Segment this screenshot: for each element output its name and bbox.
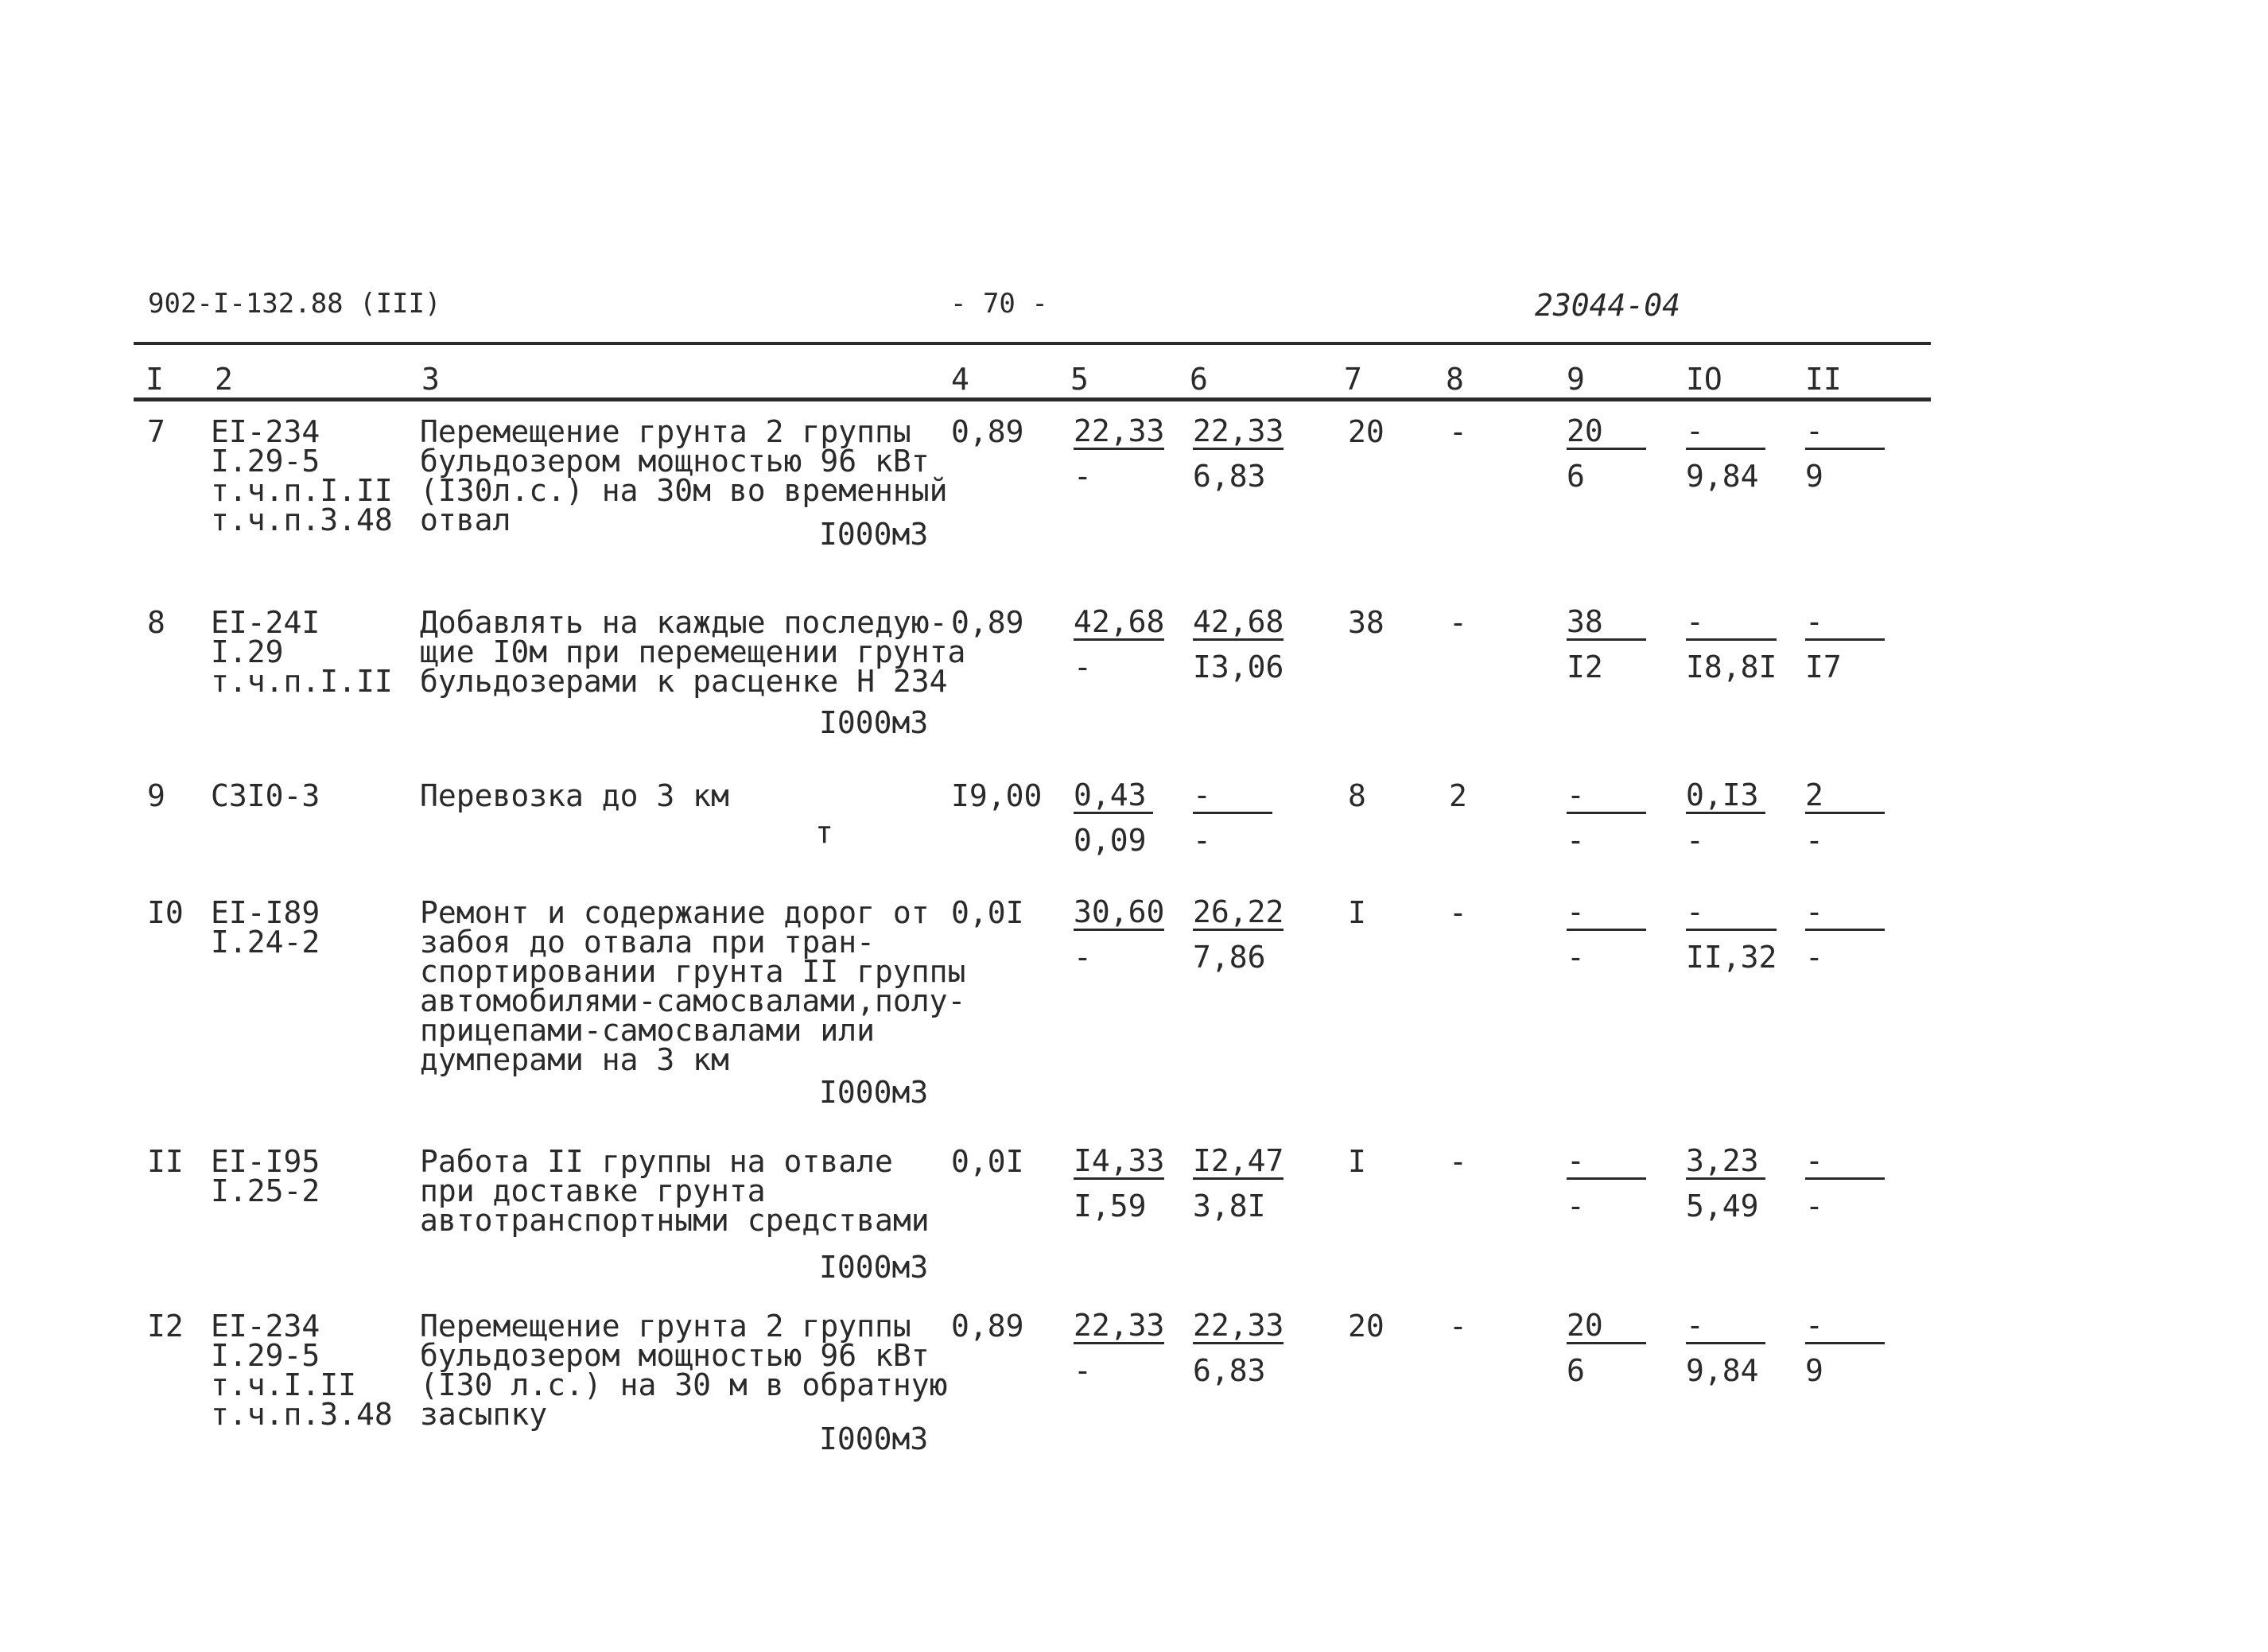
description-line: (I30л.с.) на 30м во временный [420, 473, 948, 508]
quantity: I9,00 [951, 778, 1043, 813]
unit-of-measure: I000м3 [819, 705, 929, 740]
unit-of-measure: т [815, 815, 833, 850]
fraction-numerator: 42,68 [1074, 604, 1165, 639]
page-number: - 70 - [950, 288, 1048, 320]
rate-code-line: I.29-5 [211, 1338, 320, 1373]
fraction-c10 [1686, 605, 1777, 684]
description-line: Перемещение грунта 2 группы [420, 414, 911, 449]
rate-code-line: I.29-5 [211, 444, 320, 479]
rate-code [211, 895, 320, 960]
description-line: бульдозерами к расценке Н 234 [420, 664, 948, 699]
fraction-c9 [1567, 1144, 1646, 1223]
fraction-numerator: - [1567, 1144, 1646, 1180]
rate-code-line: EI-I95 [211, 1144, 320, 1179]
col-9-number: 9 [1567, 362, 1585, 397]
fraction-denominator: 0,09 [1074, 823, 1147, 858]
fraction-numerator: 22,33 [1193, 1308, 1284, 1343]
fraction-denominator: - [1567, 823, 1585, 858]
value-c7: 20 [1348, 1309, 1384, 1344]
fraction-c6 [1193, 605, 1284, 684]
fraction-denominator: 9 [1805, 459, 1823, 494]
description-line: бульдозером мощностью 96 кВт [420, 444, 930, 479]
fraction-c9 [1567, 605, 1646, 684]
fraction-denominator: I,59 [1074, 1189, 1147, 1223]
quantity: 0,89 [951, 414, 1024, 449]
fraction-numerator: - [1686, 414, 1765, 450]
fraction-numerator: - [1686, 605, 1777, 641]
row-number: 8 [147, 605, 165, 640]
fraction-numerator: 22,33 [1074, 413, 1165, 448]
value-c8: 2 [1449, 778, 1467, 813]
fraction-c6 [1193, 1144, 1284, 1223]
col-10-number: IO [1686, 362, 1722, 397]
fraction-denominator: - [1805, 1189, 1823, 1223]
fraction-c9 [1567, 1309, 1646, 1387]
fraction-numerator: - [1805, 1309, 1885, 1344]
fraction-c11 [1805, 778, 1885, 857]
fraction-denominator: 7,86 [1193, 940, 1266, 975]
col-4-number: 4 [951, 362, 969, 397]
value-c7: 20 [1348, 414, 1384, 449]
fraction-denominator: 5,49 [1686, 1189, 1759, 1223]
rate-code-line: EI-234 [211, 414, 320, 449]
value-c8: - [1449, 895, 1467, 930]
fraction-numerator: - [1805, 414, 1885, 450]
fraction-c5 [1074, 1144, 1164, 1223]
fraction-denominator: - [1686, 823, 1704, 858]
description-line: Добавлять на каждые последую- [420, 605, 948, 640]
rate-code-line: EI-24I [211, 605, 320, 640]
fraction-numerator: - [1193, 778, 1272, 814]
col-1-number: I [146, 362, 164, 397]
rate-code-line: т.ч.п.3.48 [211, 1397, 393, 1432]
rate-code [211, 778, 320, 813]
rate-code-line: EI-I89 [211, 895, 320, 930]
row-number: II [147, 1144, 184, 1179]
row-number: 9 [147, 778, 165, 813]
description-line: Ремонт и содержание дорог от [420, 895, 930, 930]
work-description [420, 895, 966, 1077]
fraction-numerator: 0,I3 [1686, 778, 1765, 814]
row-number: I2 [147, 1309, 184, 1344]
work-description [420, 1309, 948, 1432]
fraction-numerator: 38 [1567, 605, 1646, 641]
fraction-c11 [1805, 1144, 1885, 1223]
description-line: автомобилями-самосвалами,полу- [420, 983, 966, 1018]
fraction-numerator: 42,68 [1193, 604, 1284, 639]
fraction-numerator: 0,43 [1074, 778, 1153, 814]
quantity: 0,0I [951, 895, 1024, 930]
value-c8: - [1449, 605, 1467, 640]
description-line: Работа II группы на отвале [420, 1144, 893, 1179]
fraction-numerator: 20 [1567, 414, 1646, 450]
fraction-c6 [1193, 1309, 1284, 1387]
value-c7: 38 [1348, 605, 1384, 640]
description-line: автотранспортными средствами [420, 1203, 930, 1238]
fraction-c6 [1193, 778, 1272, 857]
fraction-numerator: - [1686, 1309, 1765, 1344]
fraction-c10 [1686, 414, 1765, 493]
description-line: при доставке грунта [420, 1173, 766, 1208]
description-line: Перемещение грунта 2 группы [420, 1309, 911, 1344]
fraction-numerator: - [1567, 778, 1646, 814]
fraction-denominator: - [1074, 459, 1092, 494]
fraction-denominator: - [1567, 1189, 1585, 1223]
value-c8: - [1449, 1309, 1467, 1344]
rate-code-line: I.24-2 [211, 925, 320, 960]
fraction-denominator: II,32 [1686, 940, 1777, 975]
fraction-numerator: 20 [1567, 1309, 1646, 1344]
fraction-denominator: 9,84 [1686, 459, 1759, 494]
description-line: отвал [420, 502, 511, 537]
col-3-number: 3 [421, 362, 440, 397]
fraction-c9 [1567, 778, 1646, 857]
quantity: 0,89 [951, 1309, 1024, 1344]
description-line: засыпку [420, 1397, 548, 1432]
unit-of-measure: I000м3 [819, 1075, 929, 1110]
rate-code [211, 414, 393, 537]
fraction-numerator: - [1805, 1144, 1885, 1180]
description-line: Перевозка до 3 км [420, 778, 729, 813]
fraction-numerator: I2,47 [1193, 1143, 1284, 1178]
fraction-denominator: 6,83 [1193, 459, 1266, 494]
fraction-c10 [1686, 778, 1765, 857]
fraction-denominator: I2 [1567, 650, 1603, 684]
quantity: 0,89 [951, 605, 1024, 640]
unit-of-measure: I000м3 [819, 1250, 929, 1285]
description-line: щие I0м при перемещении грунта [420, 634, 966, 669]
work-description [420, 778, 729, 813]
description-line: спортировании грунта II группы [420, 954, 966, 989]
top-rule [134, 342, 1931, 345]
rate-code-line: С3I0-3 [211, 778, 320, 813]
fraction-denominator: - [1074, 940, 1092, 975]
fraction-denominator: - [1074, 650, 1092, 684]
fraction-c11 [1805, 605, 1885, 684]
value-c7: I [1348, 1144, 1366, 1179]
fraction-c5 [1074, 605, 1164, 684]
fraction-c9 [1567, 895, 1646, 974]
rate-code-line: I.25-2 [211, 1173, 320, 1208]
fraction-denominator: 6 [1567, 1353, 1585, 1388]
fraction-denominator: - [1805, 940, 1823, 975]
doc-code: 902-I-132.88 (III) [148, 288, 441, 320]
col-6-number: 6 [1190, 362, 1208, 397]
fraction-c6 [1193, 895, 1284, 974]
row-number: I0 [147, 895, 184, 930]
fraction-numerator: - [1567, 895, 1646, 931]
fraction-c11 [1805, 414, 1885, 493]
fraction-numerator: 30,60 [1074, 894, 1165, 929]
fraction-numerator: - [1686, 895, 1777, 931]
description-line: (I30 л.с.) на 30 м в обратную [420, 1367, 948, 1402]
fraction-denominator: - [1567, 940, 1585, 975]
fraction-numerator: 26,22 [1193, 894, 1284, 929]
rate-code-line: EI-234 [211, 1309, 320, 1344]
fraction-c10 [1686, 1309, 1765, 1387]
fraction-c5 [1074, 414, 1164, 493]
fraction-denominator: I8,8I [1686, 650, 1777, 684]
work-description [420, 1144, 930, 1238]
fraction-denominator: 6,83 [1193, 1353, 1266, 1388]
rate-code-line: т.ч.I.II [211, 1367, 357, 1402]
fraction-numerator: 22,33 [1193, 413, 1284, 448]
fraction-denominator: - [1193, 823, 1211, 858]
description-line: забоя до отвала при тран- [420, 925, 875, 960]
fraction-c10 [1686, 895, 1777, 974]
fraction-c11 [1805, 1309, 1885, 1387]
fraction-denominator: - [1805, 823, 1823, 858]
fraction-numerator: 3,23 [1686, 1144, 1765, 1180]
col-7-number: 7 [1344, 362, 1362, 397]
description-line: прицепами-самосвалами или [420, 1013, 875, 1048]
rate-code [211, 605, 393, 699]
fraction-denominator: 9,84 [1686, 1353, 1759, 1388]
fraction-denominator: 3,8I [1193, 1189, 1266, 1223]
col-5-number: 5 [1070, 362, 1089, 397]
fraction-denominator: 9 [1805, 1353, 1823, 1388]
fraction-c5 [1074, 1309, 1164, 1387]
fraction-numerator: I4,33 [1074, 1143, 1165, 1178]
rate-code-line: т.ч.п.3.48 [211, 502, 393, 537]
fraction-denominator: - [1074, 1353, 1092, 1388]
fraction-c10 [1686, 1144, 1765, 1223]
value-c7: I [1348, 895, 1366, 930]
fraction-denominator: I7 [1805, 650, 1842, 684]
col-8-number: 8 [1446, 362, 1464, 397]
registry-number: 23044-04 [1535, 288, 1681, 323]
rate-code [211, 1309, 393, 1432]
rate-code-line: I.29 [211, 634, 284, 669]
fraction-c11 [1805, 895, 1885, 974]
work-description [420, 605, 966, 699]
rate-code-line: т.ч.п.I.II [211, 664, 393, 699]
quantity: 0,0I [951, 1144, 1024, 1179]
value-c7: 8 [1348, 778, 1366, 813]
unit-of-measure: I000м3 [819, 517, 929, 552]
description-line: бульдозером мощностью 96 кВт [420, 1338, 930, 1373]
rate-code-line: т.ч.п.I.II [211, 473, 393, 508]
unit-of-measure: I000м3 [819, 1421, 929, 1456]
fraction-c6 [1193, 414, 1284, 493]
rate-code [211, 1144, 320, 1208]
fraction-c9 [1567, 414, 1646, 493]
fraction-numerator: 2 [1805, 778, 1885, 814]
fraction-numerator: - [1805, 605, 1885, 641]
row-number: 7 [147, 414, 165, 449]
col-2-number: 2 [215, 362, 233, 397]
col-11-number: II [1805, 362, 1842, 397]
description-line: думперами на 3 км [420, 1042, 729, 1077]
fraction-numerator: - [1805, 895, 1885, 931]
value-c8: - [1449, 1144, 1467, 1179]
fraction-denominator: I3,06 [1193, 650, 1284, 684]
fraction-numerator: 22,33 [1074, 1308, 1165, 1343]
header-rule [134, 397, 1931, 401]
fraction-denominator: 6 [1567, 459, 1585, 494]
value-c8: - [1449, 414, 1467, 449]
fraction-c5 [1074, 895, 1164, 974]
fraction-c5 [1074, 778, 1153, 857]
